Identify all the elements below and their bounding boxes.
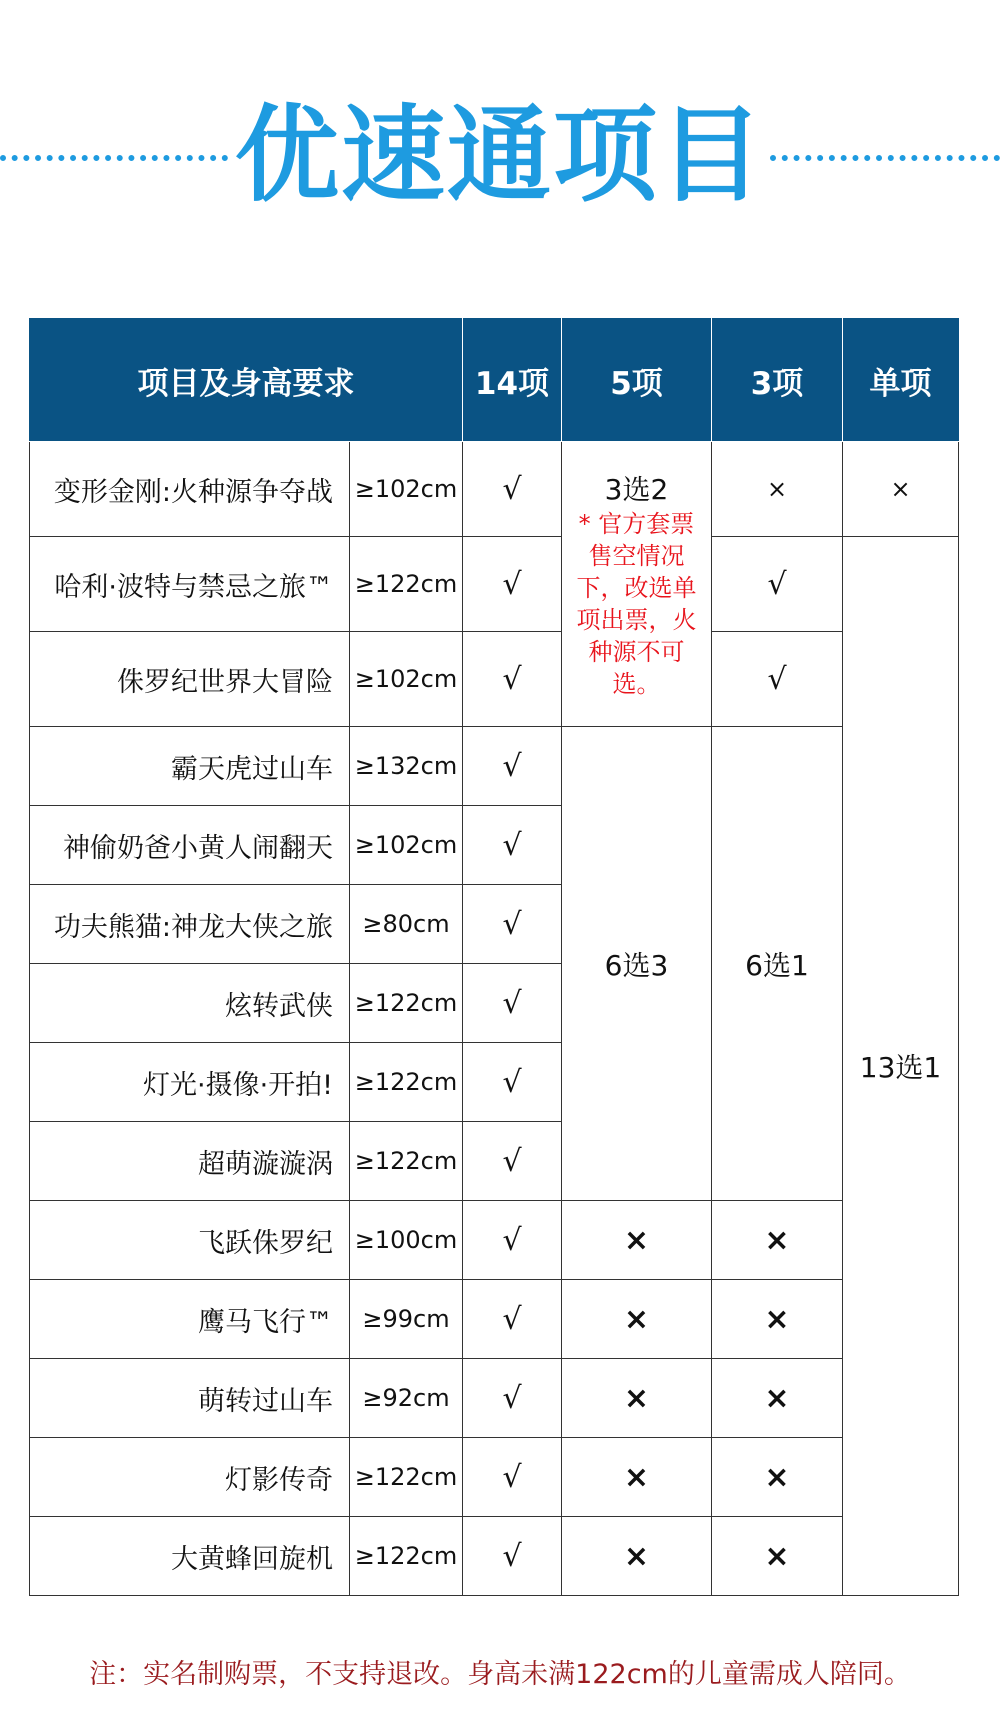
cross-mark-3: ×: [712, 1438, 843, 1517]
check-mark-14: √: [463, 1517, 562, 1596]
five-group-6-choose-3: 6选3: [562, 727, 712, 1201]
ride-name: 飞跃侏罗纪: [30, 1201, 350, 1280]
cross-mark-5: ×: [562, 1201, 712, 1280]
red-note: * 官方套票售空情况下，改选单项出票，火种源不可选。: [576, 510, 697, 698]
cross-mark-5: ×: [562, 1438, 712, 1517]
check-mark-14: √: [463, 1122, 562, 1201]
check-mark-14: √: [463, 537, 562, 632]
cross-mark-3: ×: [712, 1280, 843, 1359]
height-requirement: ≥102cm: [350, 632, 463, 727]
ride-name: 功夫熊猫:神龙大侠之旅: [30, 885, 350, 964]
check-mark-3: √: [712, 537, 843, 632]
table-row: [30, 1359, 959, 1438]
check-mark-14: √: [463, 1359, 562, 1438]
check-mark-14: √: [463, 806, 562, 885]
header-3-items: 3项: [712, 319, 843, 442]
check-mark-14: √: [463, 885, 562, 964]
height-requirement: ≥102cm: [350, 442, 463, 537]
ride-name: 萌转过山车: [30, 1359, 350, 1438]
height-requirement: ≥122cm: [350, 964, 463, 1043]
check-mark-14: √: [463, 442, 562, 537]
table-row: [30, 442, 959, 537]
footer-note: 注：实名制购票，不支持退改。身高未满122cm的儿童需成人陪同。: [89, 1659, 911, 1690]
ride-name: 哈利·波特与禁忌之旅™: [30, 537, 350, 632]
height-requirement: ≥122cm: [350, 1517, 463, 1596]
table-row: [30, 1517, 959, 1596]
ride-name: 鹰马飞行™: [30, 1280, 350, 1359]
height-requirement: ≥80cm: [350, 885, 463, 964]
cross-mark-3: ×: [712, 1201, 843, 1280]
height-requirement: ≥122cm: [350, 537, 463, 632]
title-dots-right: [770, 155, 1000, 161]
check-mark-14: √: [463, 1438, 562, 1517]
check-mark-14: √: [463, 632, 562, 727]
ride-name: 灯影传奇: [30, 1438, 350, 1517]
table-row: [30, 727, 959, 806]
header-single-item: 单项: [843, 319, 959, 442]
height-requirement: ≥92cm: [350, 1359, 463, 1438]
height-requirement: ≥132cm: [350, 727, 463, 806]
ride-name: 霸天虎过山车: [30, 727, 350, 806]
table-header-row: [30, 319, 959, 442]
height-requirement: ≥122cm: [350, 1438, 463, 1517]
title-banner: [0, 95, 1000, 215]
cross-mark-3: ×: [712, 1517, 843, 1596]
check-mark-14: √: [463, 1280, 562, 1359]
header-14-items: 14项: [463, 319, 562, 442]
ride-name: 灯光·摄像·开拍!: [30, 1043, 350, 1122]
table-row: [30, 537, 959, 632]
cross-mark-3: ×: [712, 1359, 843, 1438]
check-mark-3: √: [712, 632, 843, 727]
height-requirement: ≥99cm: [350, 1280, 463, 1359]
mark-single: ×: [843, 442, 959, 537]
check-mark-14: √: [463, 1201, 562, 1280]
five-group-3-choose-2: [562, 442, 712, 727]
ride-name: 炫转武侠: [30, 964, 350, 1043]
check-mark-14: √: [463, 964, 562, 1043]
page-title: 优速通项目: [234, 94, 765, 216]
mark-3: ×: [712, 442, 843, 537]
three-group-6-choose-1: 6选1: [712, 727, 843, 1201]
ride-name: 神偷奶爸小黄人闹翻天: [30, 806, 350, 885]
check-mark-14: √: [463, 1043, 562, 1122]
ride-name: 超萌漩漩涡: [30, 1122, 350, 1201]
table-row: [30, 1201, 959, 1280]
height-requirement: ≥122cm: [350, 1122, 463, 1201]
cross-mark-5: ×: [562, 1359, 712, 1438]
height-requirement: ≥102cm: [350, 806, 463, 885]
single-group-13-choose-1: 13选1: [843, 537, 959, 1596]
height-requirement: ≥100cm: [350, 1201, 463, 1280]
ticket-package-table: [29, 318, 959, 1596]
cross-mark-5: ×: [562, 1280, 712, 1359]
table-row: [30, 1438, 959, 1517]
table-row: [30, 1280, 959, 1359]
ride-name: 侏罗纪世界大冒险: [30, 632, 350, 727]
cross-mark-5: ×: [562, 1517, 712, 1596]
header-ride-height: 项目及身高要求: [30, 319, 463, 442]
check-mark-14: √: [463, 727, 562, 806]
ride-name: 大黄蜂回旋机: [30, 1517, 350, 1596]
height-requirement: ≥122cm: [350, 1043, 463, 1122]
ride-name: 变形金刚:火种源争夺战: [30, 442, 350, 537]
table-row: [30, 632, 959, 727]
group-label: 3选2: [604, 473, 669, 506]
header-5-items: 5项: [562, 319, 712, 442]
